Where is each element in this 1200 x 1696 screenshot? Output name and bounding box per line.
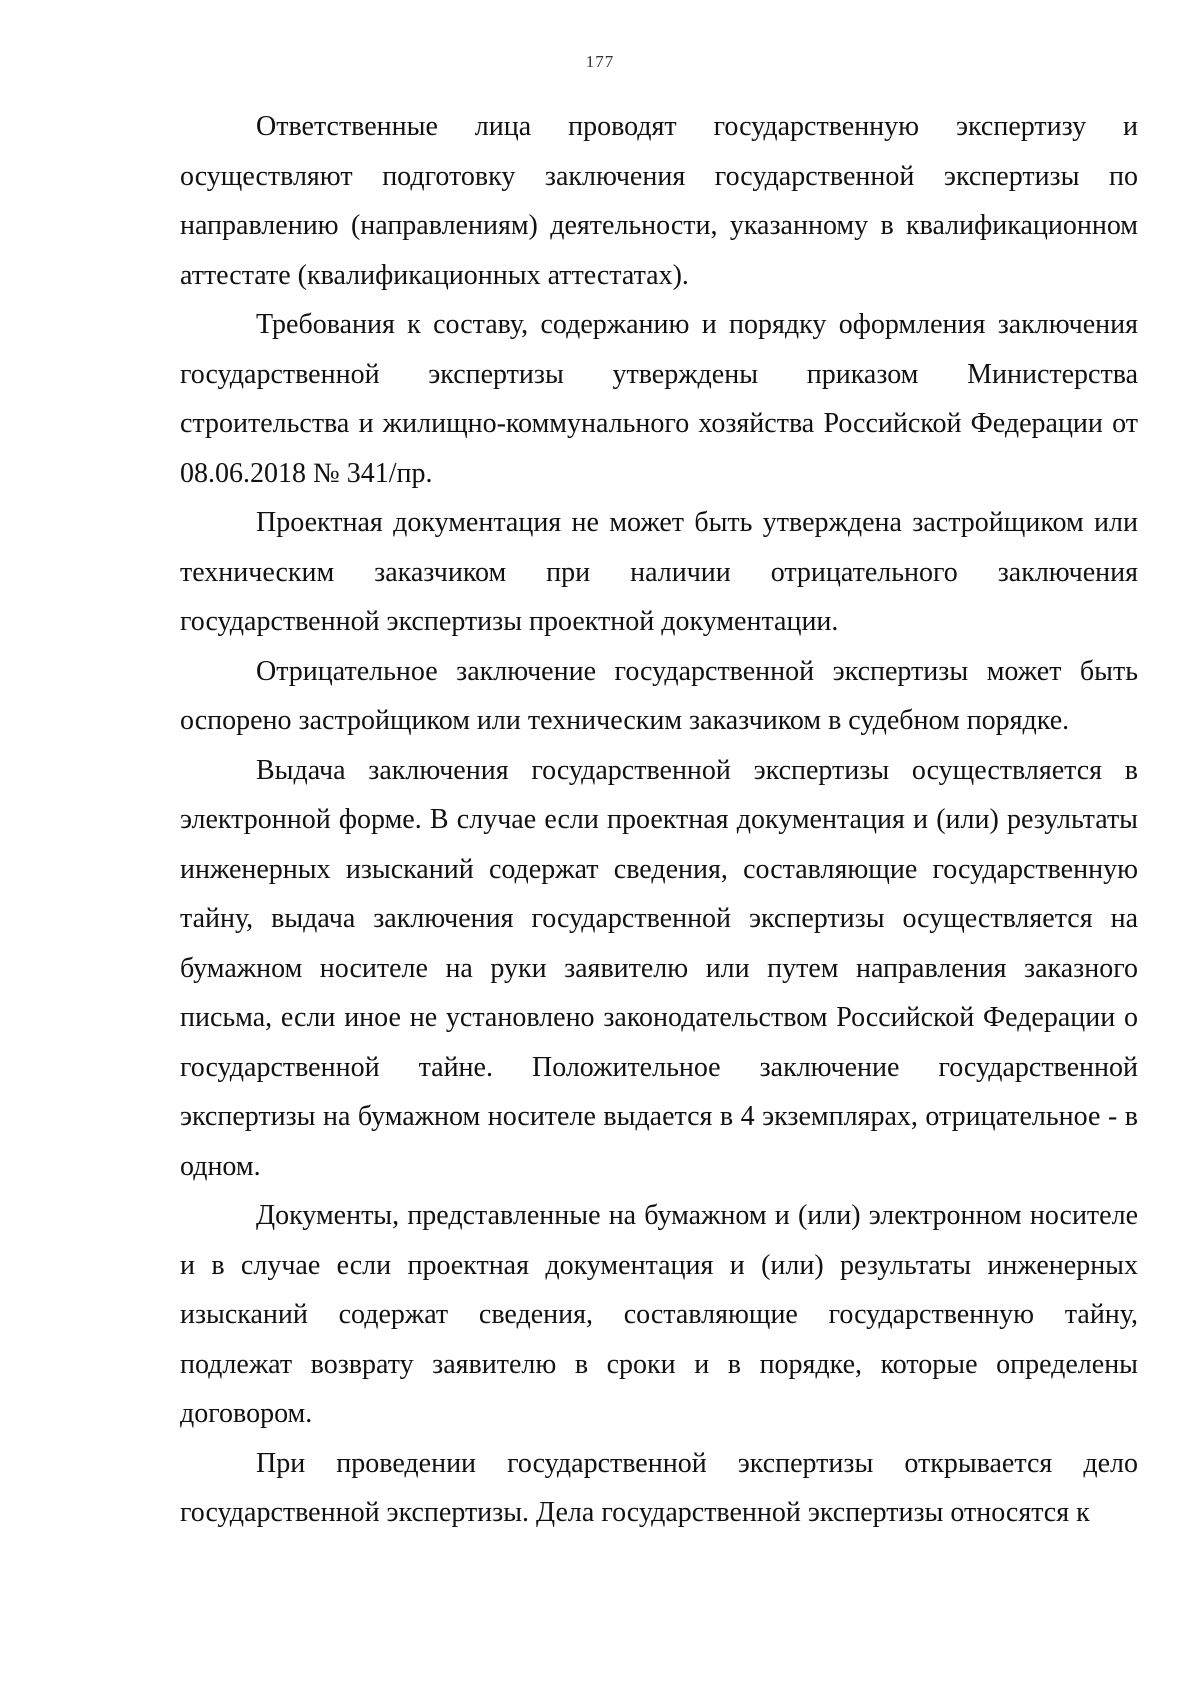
document-body [180,102,1138,1538]
paragraph: Выдача заключения государственной экспертизы осуществляется в электронной форме. В случае если проектная документация и (или) результаты инженерных изысканий содержат сведения, составляющие государственную тайну, выдача заключения государственной экспертизы осуществляется на бумажном носителе на руки заявителю или путем направления заказного письма, если иное не установлено законодательством Российской Федерации о государственной тайне. Положительное заключение государственной экспертизы на бумажном носителе выдается в 4 экземплярах, отрицательное - в одном. [180,754,1138,1182]
paragraph: Отрицательное заключение государственной экспертизы может быть оспорено застройщиком или техническим заказчиком в судебном порядке. [180,655,1138,736]
paragraph: Требования к составу, содержанию и порядку оформления заключения государственной экспертизы утверждены приказом Министерства строительства и жилищно-коммунального хозяйства Российской Федерации от 08.06.2018 № 341/пр. [180,309,1138,489]
paragraph: Ответственные лица проводят государственную экспертизу и осуществляют подготовку заключения государственной экспертизы по направлению (направлениям) деятельности, указанному в квалификационном аттестате (квалификационных аттестатах). [180,111,1138,291]
paragraph: Проектная документация не может быть утверждена застройщиком или техническим заказчиком при наличии отрицательного заключения государственной экспертизы проектной документации. [180,507,1138,637]
paragraph: Документы, представленные на бумажном и (или) электронном носителе и в случае если проектная документация и (или) результаты инженерных изысканий содержат сведения, составляющие государственную тайну, подлежат возврату заявителю в сроки и в порядке, которые определены договором. [180,1200,1138,1429]
paragraph: При проведении государственной экспертизы открывается дело государственной экспертизы. Дела государственной экспертизы относятся к [180,1447,1138,1528]
page-number: 177 [585,52,615,71]
